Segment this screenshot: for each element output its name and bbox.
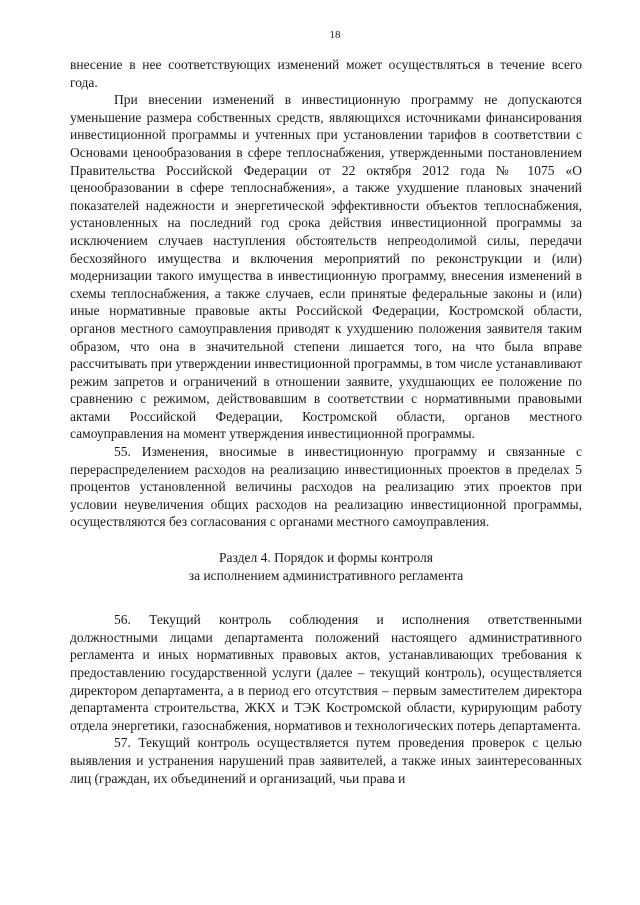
- paragraph-57: 57. Текущий контроль осуществляется путем проведения проверок с целью выявления и устранения нарушений прав заявителей, а также иных заинтересованных лиц (граждан, их объединений и организаций, чьи права и: [70, 735, 582, 786]
- section-heading-line1: Раздел 4. Порядок и формы контроля: [219, 550, 433, 566]
- section-heading-line2: за исполнением административного регламента: [188, 567, 464, 583]
- paragraph-investment-changes: При внесении изменений в инвестиционную программу не допускаются уменьшение размера собственных средств, являющихся источниками финансирования инвестиционной программы и учтенных при установлении тарифов в соответствии с Основами ценообразования в сфере теплоснабжения, утвержденными постановлением Правительства Российской Федерации от 22 октября 2012 года № 1075 «О ценообразовании в сфере теплоснабжения», а также ухудшение плановых значений показателей надежности и энергетической эффективности объектов теплоснабжения, установленных на последний год срока действия инвестиционной программы за исключением случаев наступления обстоятельств непреодолимой силы, передачи бесхозяйного имущества и включения мероприятий по реконструкции и (или) модернизации такого имущества в инвестиционную программу, внесения изменений в схемы теплоснабжения, а также случаев, если принятые федеральные законы и (или) иные нормативные правовые акты Российской Федерации, Костромской области, органов местного самоуправления приводят к ухудшению положения заявителя таким образом, что она в значительной степени лишается того, на что была вправе рассчитывать при утверждении инвестиционной программы, в том числе устанавливают режим запретов и ограничений в отношении заявите, ухудшающих ее положение по сравнению с режимом, действовавшим в соответствии с нормативными правовыми актами Российской Федерации, Костромской области, органов местного самоуправления на момент утверждения инвестиционной программы.: [70, 92, 582, 442]
- paragraph-56: 56. Текущий контроль соблюдения и исполнения ответственными должностными лицами департамента положений настоящего административного регламента и иных нормативных правовых актов, устанавливающих требования к предоставлению государственной услуги (далее – текущий контроль), осуществляется директором департамента, а в период его отсутствия – первым заместителем директора департамента строительства, ЖКХ и ТЭК Костромской области, курирующим работу отдела энергетики, газоснабжения, нормативов и технологических потерь департамента.: [70, 612, 582, 733]
- document-page: [70, 28, 582, 787]
- page-number: 18: [329, 29, 341, 41]
- paragraph-55: 55. Изменения, вносимые в инвестиционную программу и связанные с перераспределением расходов на реализацию инвестиционных проектов в пределах 5 процентов установленной величины расходов на реализацию этих проектов при условии неувеличения общих расходов на реализацию инвестиционной программы, осуществляются без согласования с органами местного самоуправления.: [70, 444, 582, 530]
- section-heading: [70, 549, 582, 584]
- paragraph-continuation: внесение в нее соответствующих изменений может осуществляться в течение всего года.: [70, 57, 582, 90]
